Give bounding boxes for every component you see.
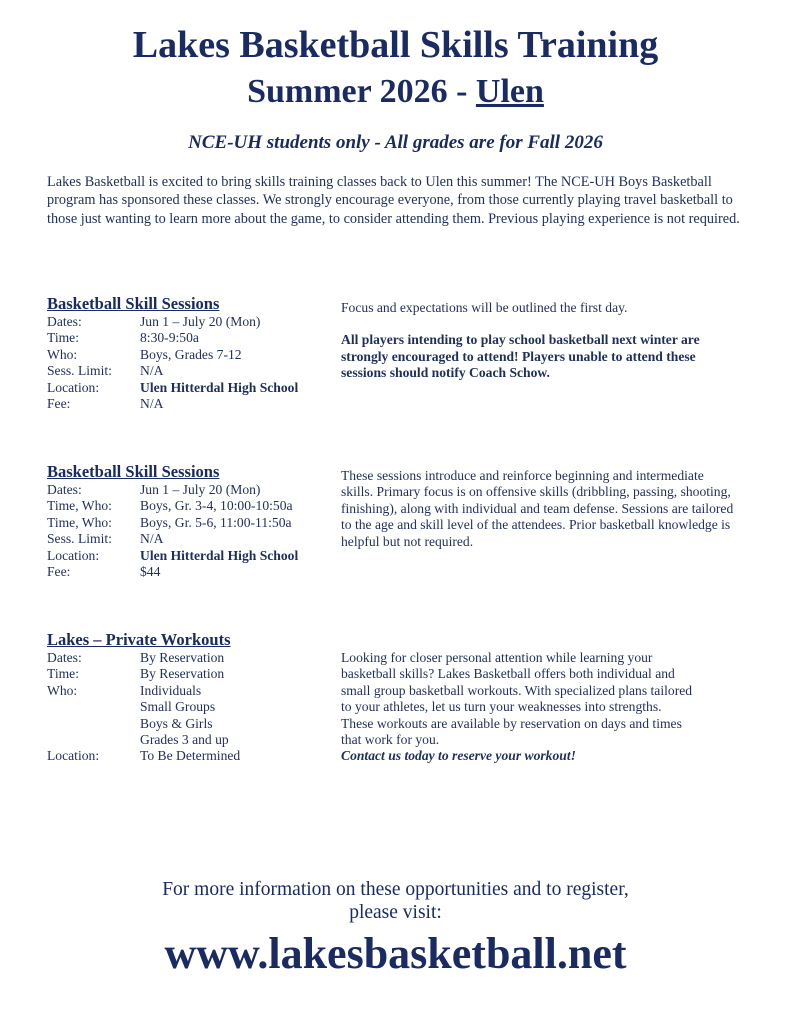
row-label: Time: xyxy=(47,330,79,346)
row-value-list xyxy=(140,683,337,749)
info-row-time-who xyxy=(47,498,337,514)
info-row-location xyxy=(47,380,337,396)
row-value: To Be Determined xyxy=(140,748,241,764)
section-skill-sessions-2 xyxy=(47,462,337,580)
info-row-dates xyxy=(47,314,337,330)
description-text: These sessions introduce and reinforce beginning and intermediate skills. Primary focus is on offensive skills (dribbling, passing, shooting, finishing), along with individual and team defense. Sessions are tailored to the age and skill level of the attendees. Prior basketball knowledge is helpful but not required. xyxy=(341,468,734,549)
row-value: By Reservation xyxy=(140,666,225,682)
description-text: Focus and expectations will be outlined the first day. xyxy=(341,300,628,315)
row-label: Time, Who: xyxy=(47,514,112,530)
row-value: $44 xyxy=(140,564,161,580)
info-row-dates xyxy=(47,650,337,666)
info-row-time-who xyxy=(47,515,337,531)
section-skill-sessions-1 xyxy=(47,294,337,412)
row-value: N/A xyxy=(140,531,164,547)
info-row-time xyxy=(47,330,337,346)
section-title: Lakes – Private Workouts xyxy=(47,630,231,649)
info-row-limit xyxy=(47,531,337,547)
intro-paragraph: Lakes Basketball is excited to bring skills training classes back to Ulen this summer! The NCE-UH Boys Basketball program has sponsored these classes. We strongly encourage everyone, from those currently playing travel basketball to those just wanting to learn more about the game, to consider attending them. Previous playing experience is not required. xyxy=(47,174,740,227)
page-subtitle-season xyxy=(0,70,791,114)
who-item: Grades 3 and up xyxy=(140,732,229,748)
row-value: Ulen Hitterdal High School xyxy=(140,379,299,395)
more-info-text xyxy=(0,878,791,924)
row-value: By Reservation xyxy=(140,650,225,665)
website-link[interactable]: www.lakesbasketball.net xyxy=(164,929,627,978)
section-title: Basketball Skill Sessions xyxy=(47,294,220,313)
row-label: Time: xyxy=(47,666,79,682)
who-item: Individuals xyxy=(140,682,202,698)
section-description-1 xyxy=(341,300,741,382)
row-value: Boys, Grades 7-12 xyxy=(140,346,242,362)
description-line: Looking for closer personal attention while learning your xyxy=(341,650,653,665)
row-label: Fee: xyxy=(47,564,71,580)
row-value: N/A xyxy=(140,363,164,379)
call-to-action: Contact us today to reserve your workout! xyxy=(341,748,576,764)
section-description-2 xyxy=(341,468,736,550)
info-row-time xyxy=(47,666,337,682)
info-row-dates xyxy=(47,482,337,498)
who-item: Small Groups xyxy=(140,699,216,715)
row-value: Jun 1 – July 20 (Mon) xyxy=(140,482,261,497)
row-value: Ulen Hitterdal High School xyxy=(140,547,299,563)
row-label: Who: xyxy=(47,346,78,362)
row-label: Location: xyxy=(47,547,100,563)
page-title: Lakes Basketball Skills Training xyxy=(132,24,659,66)
description-emphasis: All players intending to play school basketball next winter are strongly encouraged to attend! Players unable to attend these sessions should notify Coach Schow. xyxy=(341,332,700,381)
section-private-workouts xyxy=(47,630,337,765)
season-label: Summer 2026 - xyxy=(247,73,476,110)
row-label: Location: xyxy=(47,379,100,395)
section-description-3 xyxy=(341,650,741,765)
who-item: Boys & Girls xyxy=(140,715,213,731)
row-value: Boys, Gr. 3-4, 10:00-10:50a xyxy=(140,498,293,514)
row-label: Dates: xyxy=(47,650,82,665)
description-line: to your athletes, let us turn your weaknesses into strengths. xyxy=(341,699,662,715)
eligibility-note: NCE-UH students only - All grades are for Fall 2026 xyxy=(188,132,603,153)
description-line: small group basketball workouts. With specialized plans tailored xyxy=(341,682,693,698)
row-label: Sess. Limit: xyxy=(47,531,112,547)
row-label: Dates: xyxy=(47,482,82,497)
description-line: These workouts are available by reservation on days and times xyxy=(341,715,682,731)
info-row-location xyxy=(47,548,337,564)
row-value: N/A xyxy=(140,396,164,412)
location-label: Ulen xyxy=(475,73,544,110)
section-title: Basketball Skill Sessions xyxy=(47,462,220,481)
row-label: Dates: xyxy=(47,314,82,329)
description-line: basketball skills? Lakes Basketball offers both individual and xyxy=(341,666,675,682)
row-label: Who: xyxy=(47,682,78,698)
info-row-limit xyxy=(47,363,337,379)
info-row-fee xyxy=(47,564,337,580)
info-row-who xyxy=(47,683,337,749)
description-line: that work for you. xyxy=(341,732,440,748)
row-value: Boys, Gr. 5-6, 11:00-11:50a xyxy=(140,514,292,530)
more-info-line: please visit: xyxy=(349,902,442,923)
row-value: Jun 1 – July 20 (Mon) xyxy=(140,314,261,329)
row-value: 8:30-9:50a xyxy=(140,330,199,346)
info-row-who xyxy=(47,347,337,363)
row-label: Time, Who: xyxy=(47,498,112,514)
row-label: Fee: xyxy=(47,396,71,412)
info-row-fee xyxy=(47,396,337,412)
row-label: Location: xyxy=(47,748,100,764)
info-row-location xyxy=(47,748,337,764)
row-label: Sess. Limit: xyxy=(47,363,112,379)
more-info-line: For more information on these opportunities and to register, xyxy=(162,879,629,900)
